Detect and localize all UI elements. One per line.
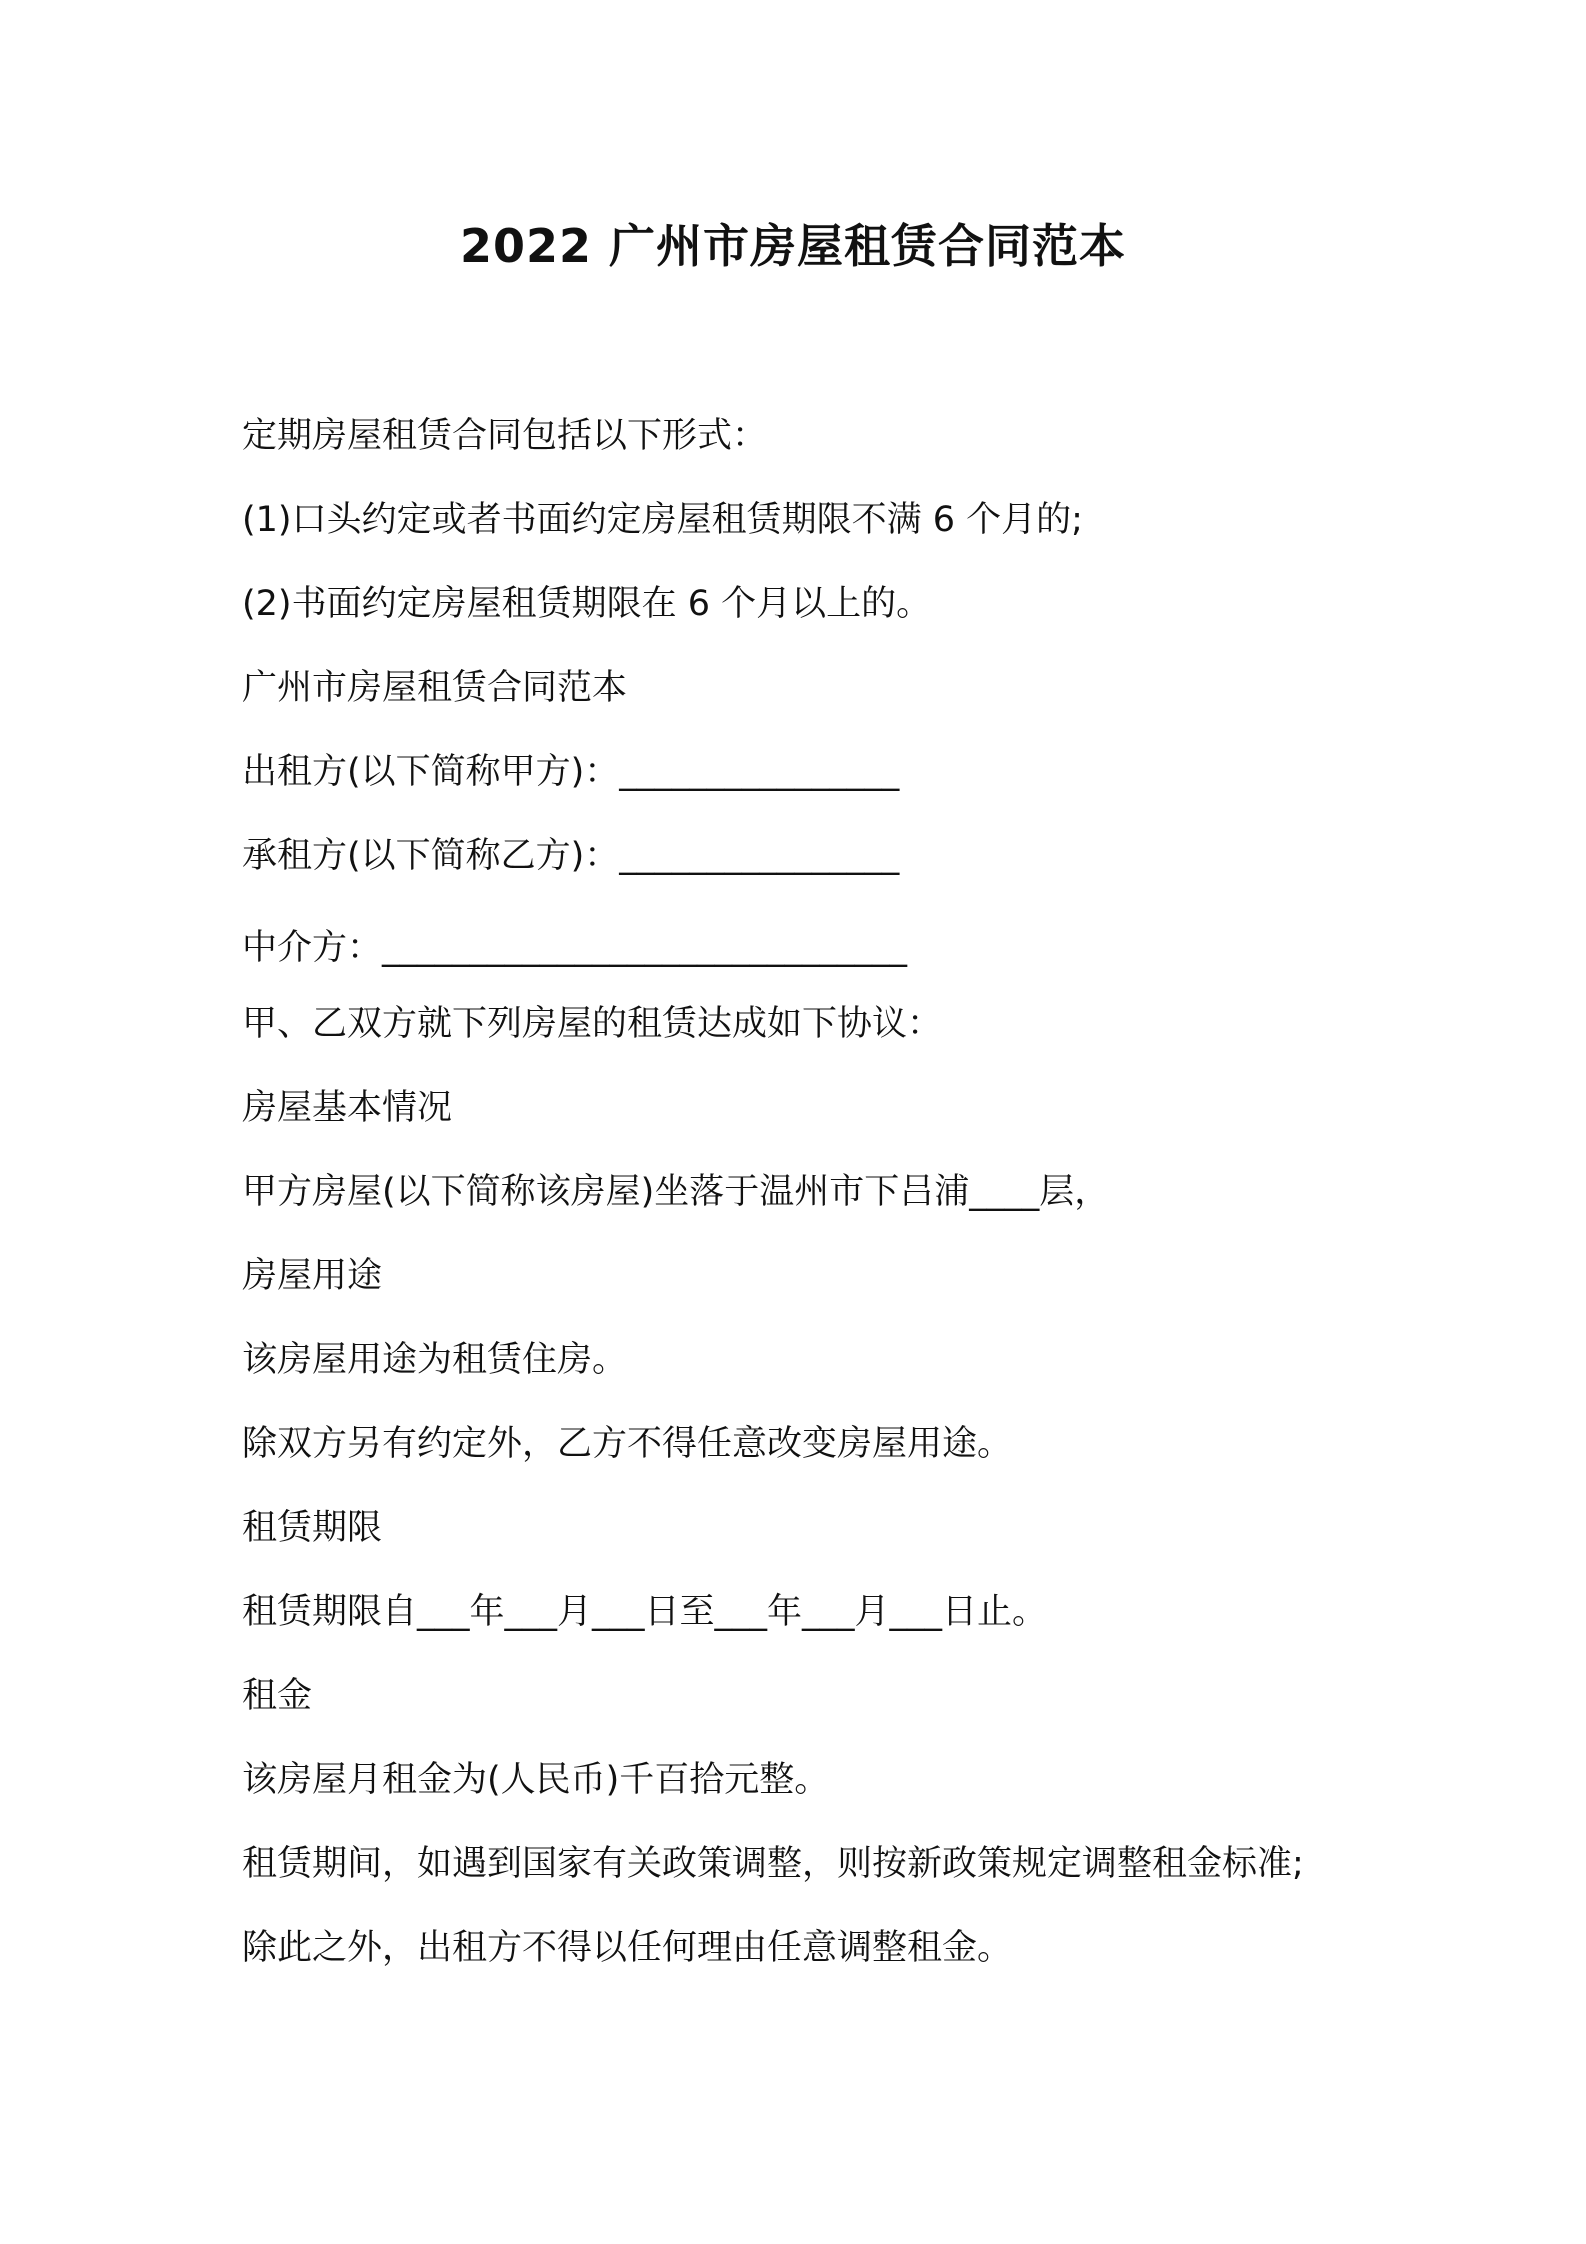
party-lessee-field: 承租方(以下简称乙方)：________________ [242,836,900,876]
section-heading-term: 租赁期限 [242,1508,383,1548]
paragraph-rent-restriction: 除此之外，出租方不得以任何理由任意调整租金。 [242,1928,1013,1968]
paragraph-term: 租赁期限自___年___月___日至___年___月___日止。 [242,1592,1048,1632]
section-heading-basic-info: 房屋基本情况 [242,1088,453,1128]
party-lessor-field: 出租方(以下简称甲方)：________________ [242,752,900,792]
paragraph-agreement-intro: 甲、乙双方就下列房屋的租赁达成如下协议： [242,1004,943,1044]
paragraph-usage-restriction: 除双方另有约定外，乙方不得任意改变房屋用途。 [242,1424,1013,1464]
paragraph-contract-forms: 定期房屋租赁合同包括以下形式： [242,416,768,456]
paragraph-form-1: (1)口头约定或者书面约定房屋租赁期限不满 6 个月的; [242,500,1083,540]
paragraph-rent-adjustment: 租赁期间，如遇到国家有关政策调整，则按新政策规定调整租金标准; [242,1844,1304,1884]
paragraph-form-2: (2)书面约定房屋租赁期限在 6 个月以上的。 [242,584,932,624]
section-heading-usage: 房屋用途 [242,1256,383,1296]
paragraph-usage: 该房屋用途为租赁住房。 [242,1340,628,1380]
paragraph-monthly-rent: 该房屋月租金为(人民币)千百拾元整。 [242,1760,830,1800]
party-agent-field: 中介方：______________________________ [242,928,908,968]
section-heading-rent: 租金 [242,1676,313,1716]
section-heading-template: 广州市房屋租赁合同范本 [242,668,628,708]
paragraph-house-location: 甲方房屋(以下简称该房屋)坐落于温州市下吕浦____层， [242,1172,1110,1212]
document-title: 2022 广州市房屋租赁合同范本 [459,219,1127,273]
